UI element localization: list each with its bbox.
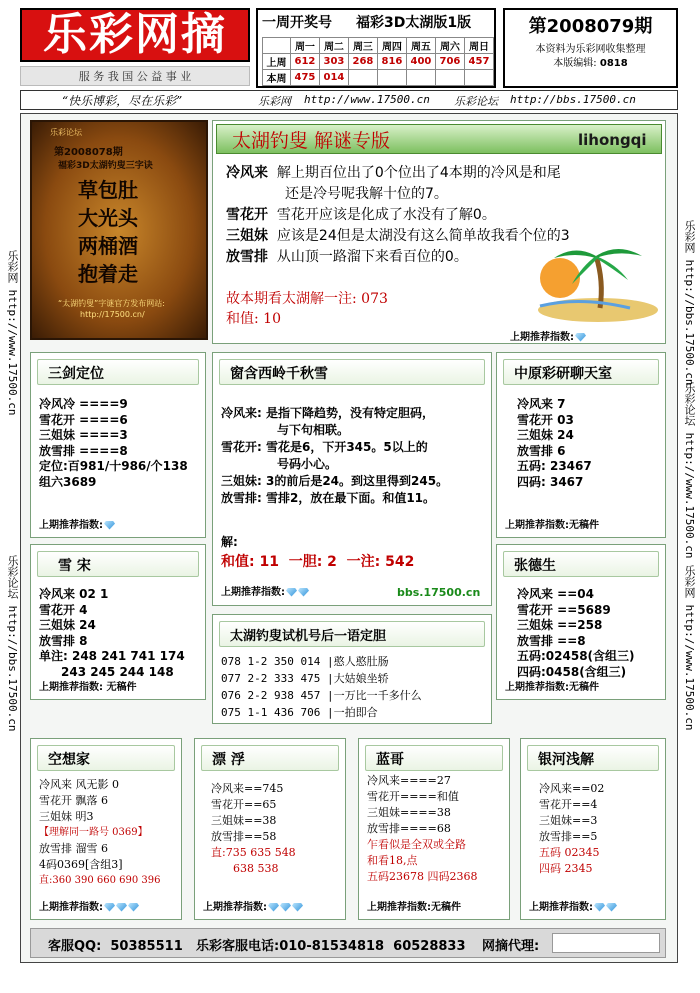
- issue-number: 第2008079期: [528, 16, 653, 37]
- poster-line: 两桶酒: [78, 234, 138, 258]
- panel-title: 窗含西岭千秋雪: [219, 359, 485, 385]
- panel-title: 蓝哥: [365, 745, 503, 771]
- diamond-icon: [594, 903, 605, 912]
- taihu-title: 太湖钓叟 解谜专版: [232, 130, 391, 152]
- chuang-panel: [212, 352, 492, 606]
- panel-title: 银河浅解: [527, 745, 659, 771]
- zhangdesheng-panel: [496, 544, 666, 700]
- jie-label: 解:: [221, 535, 238, 549]
- panel-body: 冷风来: 是指下降趋势，没有特定胆码， 与下句相联。 雪花开: 雪花是6，下开345。5以上的 号码小心。 三姐妹: 3的前后是24。到这里得到245。 放雪排: 雪排2，放在最下面。和值11。: [221, 406, 449, 505]
- panel-title: 三剑定位: [37, 359, 199, 385]
- diamond-icon: [575, 333, 586, 342]
- banner-site2-name[interactable]: 乐彩论坛: [454, 95, 498, 108]
- entry-text: 从山顶一路溜下来看百位的0。: [276, 249, 468, 265]
- week-label: 一周开奖号: [262, 15, 332, 31]
- source-note: 本资料为乐彩网收集整理: [535, 44, 646, 55]
- poster-issue: 第2008078期: [54, 147, 123, 158]
- kaijiang-table: 周一 周二 周三 周四 周五 周六 周日 上周 612 303 268 816 400 706 457 本周 475 014: [262, 37, 494, 86]
- rec-line: 上期推荐指数:: [203, 898, 303, 913]
- panel-body: 冷风来====27 雪花开====和值 三姐妹====38 放雪排====68 乍看似是全双或全路 和看18,点 五码23678 四码2368: [367, 774, 478, 883]
- edition-label: 福彩3D太湖版1版: [356, 15, 472, 31]
- sanjian-panel: [30, 352, 206, 538]
- poster-footer1: “太湖钓叟”字谜官方发布网站:: [58, 299, 165, 308]
- poster-title: 福彩3D太湖钓叟三字诀: [58, 161, 153, 171]
- rec-line: 上期推荐指数: 无稿件: [39, 682, 137, 693]
- side-right-top: 乐彩网 http://bbs.17500.cn: [683, 220, 696, 386]
- panel-title: 太湖钓叟试机号后一语定胆: [219, 621, 485, 647]
- banner-site1-name[interactable]: 乐彩网: [258, 95, 291, 108]
- taihu-conclusion: 故本期看太湖解一注: 073: [226, 291, 388, 307]
- diamond-icon: [116, 903, 127, 912]
- shiji-row: 075 1-1 436 706 |一拍即合: [221, 706, 378, 719]
- side-left-top: 乐彩网 http://www.17500.cn: [6, 250, 19, 416]
- diamond-icon: [128, 903, 139, 912]
- logo-title: 乐彩网摘: [43, 9, 227, 60]
- rec-line: 上期推荐指数:无稿件: [367, 902, 461, 913]
- diamond-icon: [606, 903, 617, 912]
- rec-line: 上期推荐指数:无稿件: [505, 520, 599, 531]
- entry-name: 放雪排: [226, 249, 268, 265]
- rec-line: 上期推荐指数:: [529, 898, 617, 913]
- poster-line: 大光头: [78, 206, 138, 230]
- xuesong-panel: [30, 544, 206, 700]
- panel-title: 漂 浮: [201, 745, 339, 771]
- palm-tree-image: [520, 236, 660, 326]
- entry-name: 雪花开: [226, 207, 268, 223]
- shiji-table: [221, 653, 422, 721]
- diamond-icon: [286, 588, 297, 597]
- poster-corner: 乐彩论坛: [50, 128, 82, 137]
- side-right-mid: 乐彩论坛 http://www.17500.cn: [683, 382, 696, 559]
- poster-footer2: http://17500.cn/: [80, 310, 145, 319]
- chuang-site[interactable]: bbs.17500.cn: [397, 586, 481, 599]
- poster-line: 草包肚: [78, 178, 138, 202]
- banner-site1-url[interactable]: http://www.17500.cn: [304, 93, 430, 106]
- entry-name: 冷风来: [226, 165, 268, 181]
- editor-line: 本版编辑: 0818: [553, 58, 628, 69]
- panel-body: 冷风冷 ====9 雪花开 ====6 三姐妹 ====3 放雪排 ====8 定位:百981/十986/个138 组六3689: [39, 397, 188, 489]
- diamond-icon: [280, 903, 291, 912]
- panel-title: 中原彩研聊天室: [503, 359, 659, 385]
- diamond-icon: [292, 903, 303, 912]
- footer-phone: 乐彩客服电话:010-81534818 60528833: [196, 939, 466, 954]
- panel-title: 雪 宋: [37, 551, 199, 577]
- yinhe-panel: [520, 738, 666, 920]
- panel-body: 冷风来==745 雪花开==65 三姐妹==38 放雪排==58 直:735 635 548 638 538: [211, 782, 296, 875]
- agent-input[interactable]: [552, 933, 660, 953]
- taihu-entries: [226, 163, 570, 268]
- shiji-row: 076 2-2 938 457 |一万比一千多什么: [221, 689, 422, 702]
- panel-body: 冷风来 风无影 0 雪花开 飘落 6 三姐妹 明3 【理解同一路号 0369】 放雪排 溜雪 6 4码0369[含组3] 直:360 390 660 690 396: [39, 778, 161, 886]
- diamond-icon: [298, 588, 309, 597]
- entry-name: 三姐妹: [226, 228, 268, 244]
- rec-line: 上期推荐指数:: [221, 583, 309, 598]
- entry-text: 解上期百位出了0个位出了4本期的冷风是和尾: [276, 165, 561, 181]
- side-right-bottom: 乐彩网 http://www.17500.cn: [683, 565, 696, 731]
- entry-text: 应该是24但是太湖没有这么简单故我看个位的3: [276, 228, 570, 244]
- taihu-sum: 和值: 10: [226, 311, 281, 327]
- panel-title: 张德生: [503, 551, 659, 577]
- panel-body: 冷风来 02 1 雪花开 4 三姐妹 24 放雪排 8 单注: 248 241 741 174 243 245 244 148: [39, 587, 185, 679]
- side-left-bottom: 乐彩论坛 http://bbs.17500.cn: [6, 555, 19, 732]
- footer-agent-label: 网摘代理:: [482, 939, 540, 954]
- diamond-icon: [104, 903, 115, 912]
- panel-body: 冷风来 ==04 雪花开 ==5689 三姐妹 ==258 放雪排 ==8 五码:02458(含组三) 四码:0458(含组三): [517, 587, 635, 679]
- taihu-author: lihongqi: [578, 131, 647, 149]
- taihu-rec: 上期推荐指数:: [510, 328, 586, 343]
- poster-lines: [78, 176, 138, 288]
- rec-line: 上期推荐指数:无稿件: [505, 682, 599, 693]
- rec-line: 上期推荐指数:: [39, 516, 115, 531]
- piaofu-panel: [194, 738, 346, 920]
- poster-line: 抱着走: [78, 262, 138, 286]
- shiji-panel: [212, 614, 492, 724]
- zhongyuan-panel: [496, 352, 666, 538]
- entry-text: 雪花开应该是化成了水没有了解0。: [276, 207, 496, 223]
- shiji-row: 077 2-2 333 475 |大姑娘坐轿: [221, 672, 389, 685]
- lange-panel: [358, 738, 510, 920]
- diamond-icon: [268, 903, 279, 912]
- panel-body: 冷风来 7 雪花开 03 三姐妹 24 放雪排 6 五码: 23467 四码: 3467: [517, 397, 592, 489]
- footer-qq: 客服QQ: 50385511: [48, 939, 183, 954]
- entry-text: 还是冷号呢我解十位的7。: [285, 186, 448, 202]
- kongxiang-panel: [30, 738, 182, 920]
- shiji-row: 078 1-2 350 014 |憨人憨肚肠: [221, 655, 389, 668]
- banner-site2-url[interactable]: http://bbs.17500.cn: [510, 93, 636, 106]
- panel-body: 冷风来==02 雪花开==4 三姐妹==3 放雪排==5 五码 02345 四码 2345: [539, 782, 605, 875]
- logo-slogan: 服 务 我 国 公 益 事 业: [20, 66, 250, 86]
- diamond-icon: [104, 521, 115, 530]
- banner-motto: “快乐博彩，尽在乐彩”: [62, 94, 183, 108]
- chuang-answer: 和值: 11 一胆: 2 一注: 542: [221, 554, 415, 570]
- rec-line: 上期推荐指数:: [39, 898, 139, 913]
- panel-title: 空想家: [37, 745, 175, 771]
